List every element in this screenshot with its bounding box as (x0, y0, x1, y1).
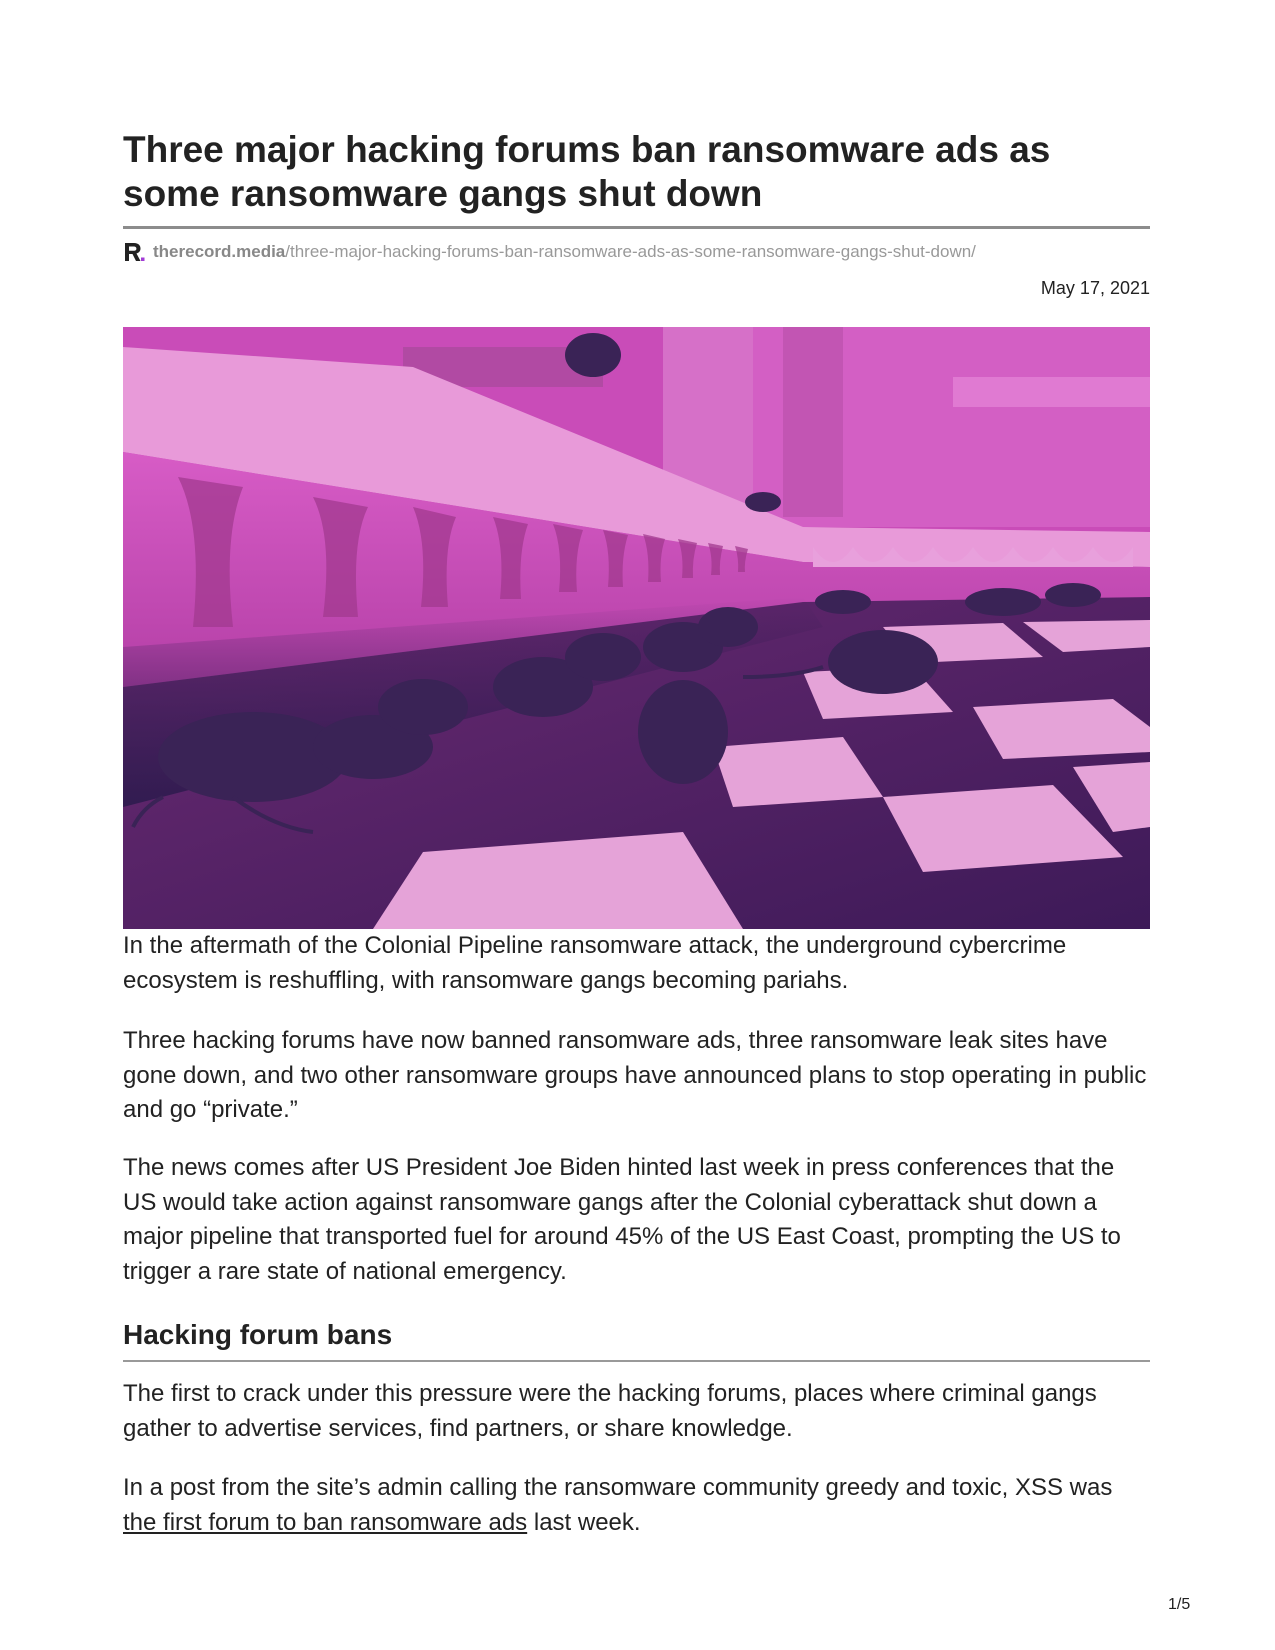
paragraph-5-start: In a post from the site’s admin calling the ransomware community greedy and toxic, XSS was (123, 1474, 1113, 1501)
source-link[interactable] (153, 242, 976, 262)
section-divider (123, 1360, 1150, 1362)
paragraph-2: Three hacking forums have now banned ransomware ads, three ransomware leak sites have gone down, and two other ransomware groups have announced plans to stop operating in public and go “private.” (123, 1027, 1147, 1123)
paragraph-4: The first to crack under this pressure were the hacking forums, places where criminal gangs gather to advertise services, find partners, or share knowledge. (123, 1380, 1097, 1442)
source-domain: therecord.media (153, 242, 286, 261)
paragraph-1: In the aftermath of the Colonial Pipeline ransomware attack, the underground cybercrime ecosystem is reshuffling, with ransomware gangs becoming pariahs. (123, 932, 1067, 994)
paragraph-5 (123, 1471, 1150, 1540)
publish-date: May 17, 2021 (1040, 278, 1150, 298)
article-title: Three major hacking forums ban ransomware ads as some ransomware gangs shut down (123, 129, 1051, 214)
page-number: 1/5 (1168, 1596, 1191, 1613)
paragraph-5-end: last week. (527, 1508, 641, 1536)
first-forum-ban-link[interactable]: the first forum to ban ransomware ads (123, 1508, 528, 1536)
section-heading: Hacking forum bans (123, 1319, 393, 1350)
source-path: /three-major-hacking-forums-ban-ransomware-ads-as-some-ransomware-gangs-shut-down/ (285, 242, 976, 261)
source-line (123, 240, 976, 264)
record-r-logo-icon (123, 241, 145, 263)
paragraph-3: The news comes after US President Joe Biden hinted last week in press conferences that the US would take action against ransomware gangs after the Colonial cyberattack shut down a major pipeline that transported fuel for around 45% of the US East Coast, prompting the US to trigger a rare state of national emergency. (123, 1154, 1121, 1285)
hero-image (123, 327, 1150, 929)
title-divider (123, 226, 1150, 229)
